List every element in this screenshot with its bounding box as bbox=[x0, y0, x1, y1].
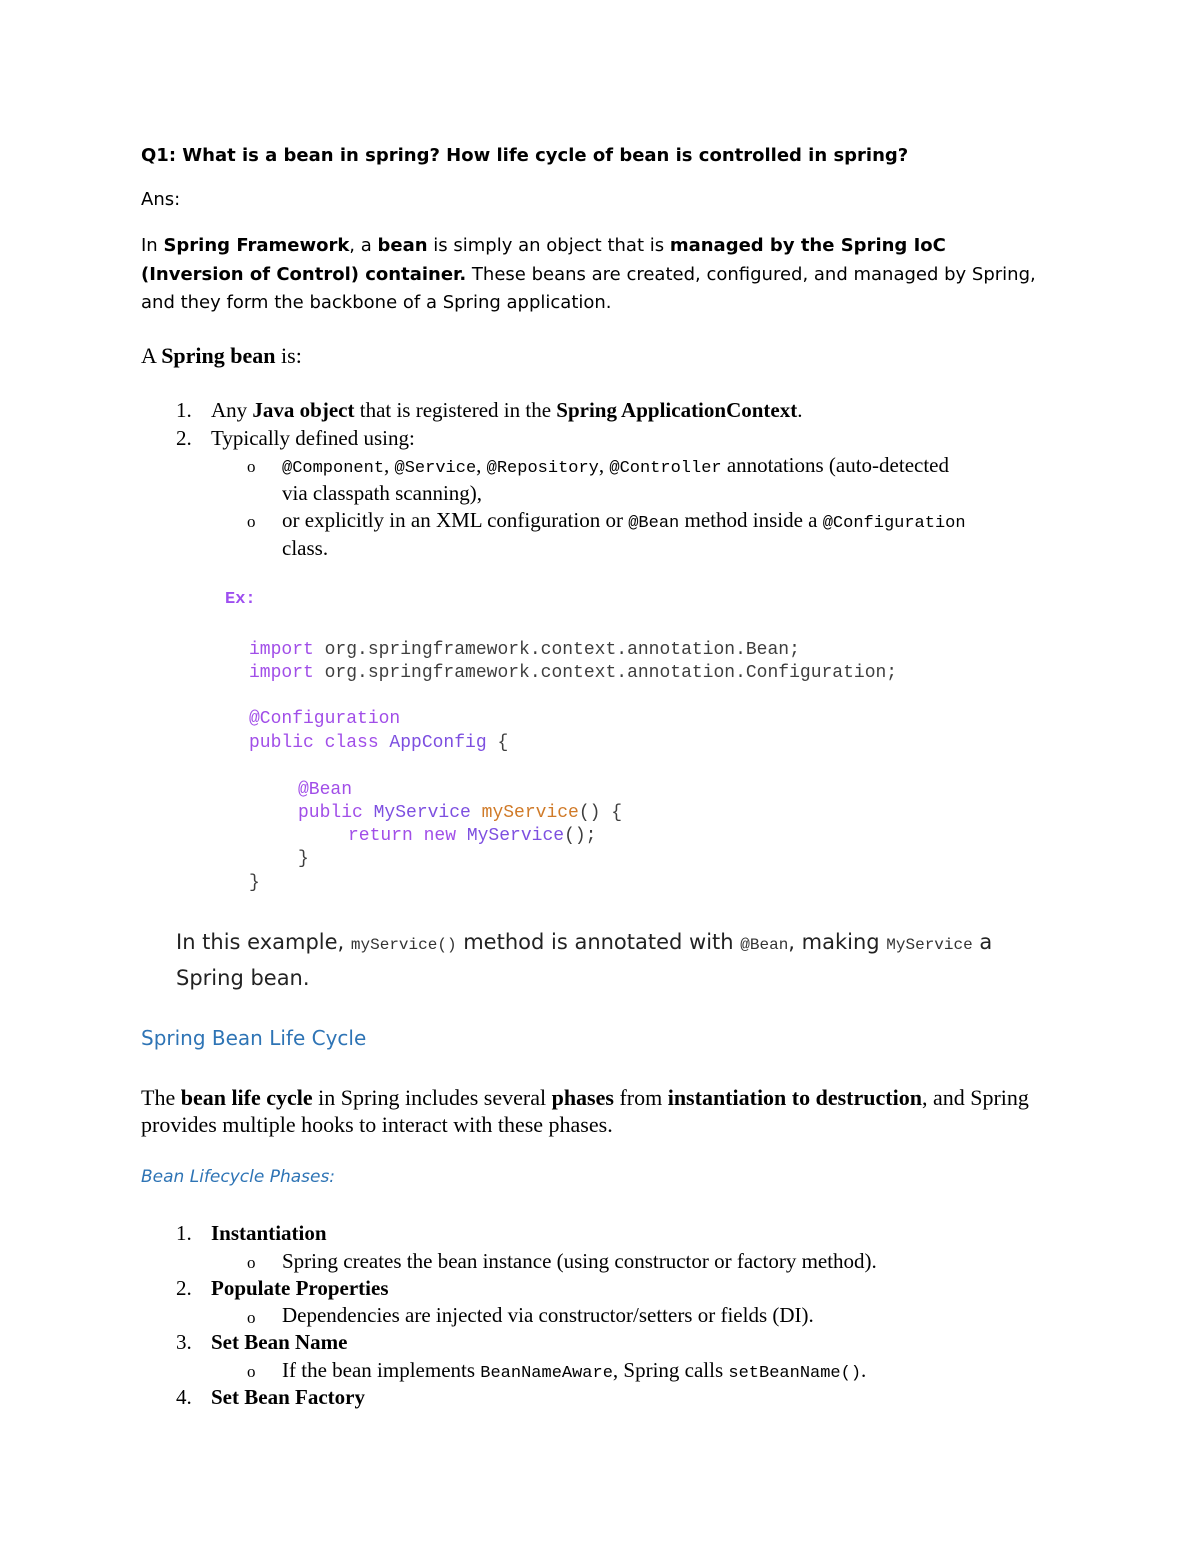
list-number: 4. bbox=[176, 1385, 192, 1409]
phase-title: Set Bean Factory bbox=[211, 1385, 365, 1409]
example-label: Ex: bbox=[225, 590, 256, 609]
list-item-continuation: via classpath scanning), bbox=[282, 481, 483, 505]
list-item-continuation: class. bbox=[282, 536, 329, 560]
phase-title: Instantiation bbox=[211, 1221, 327, 1245]
code-line: return new MyService(); bbox=[348, 826, 597, 846]
list-number: 1. bbox=[176, 1221, 192, 1245]
phase-description: If the bean implements BeanNameAware, Spring calls setBeanName(). bbox=[282, 1358, 867, 1383]
code-line: public MyService myService() { bbox=[298, 803, 623, 823]
section-heading-lifecycle: Spring Bean Life Cycle bbox=[141, 1026, 367, 1050]
bullet-marker: o bbox=[247, 457, 256, 476]
spring-bean-definition-heading: A Spring bean is: bbox=[141, 343, 302, 368]
list-item: Typically defined using: bbox=[211, 426, 415, 450]
code-line: import org.springframework.context.annotation.Bean; bbox=[249, 640, 800, 660]
list-item: or explicitly in an XML configuration or @Bean method inside a @Configuration bbox=[282, 508, 966, 533]
bullet-marker: o bbox=[247, 1308, 256, 1327]
intro-paragraph: In Spring Framework, a bean is simply an object that is managed by the Spring IoC (Inversion of Control) container. These beans are created, configured, and managed by Spring, and they form the backbone of a Spring application. bbox=[141, 235, 1036, 313]
phase-title: Populate Properties bbox=[211, 1276, 389, 1300]
code-line: @Bean bbox=[298, 780, 353, 800]
code-line: import org.springframework.context.annotation.Configuration; bbox=[249, 663, 898, 683]
code-line: @Configuration bbox=[249, 709, 401, 729]
section-heading-phases: Bean Lifecycle Phases: bbox=[141, 1167, 336, 1187]
example-explanation: In this example, myService() method is annotated with @Bean, making MyService a Spring bean. bbox=[176, 930, 993, 990]
answer-label: Ans: bbox=[141, 189, 181, 210]
list-item: @Component, @Service, @Repository, @Controller annotations (auto-detected bbox=[282, 453, 950, 478]
list-number: 2. bbox=[176, 426, 192, 450]
list-number: 2. bbox=[176, 1276, 192, 1300]
list-number: 1. bbox=[176, 398, 192, 422]
bullet-marker: o bbox=[247, 1253, 256, 1272]
lifecycle-intro: The bean life cycle in Spring includes several phases from instantiation to destruction, and Spring provides multiple hooks to interact with these phases. bbox=[141, 1085, 1029, 1137]
question-title: Q1: What is a bean in spring? How life cycle of bean is controlled in spring? bbox=[141, 145, 909, 166]
code-line: public class AppConfig { bbox=[249, 733, 509, 753]
phase-title: Set Bean Name bbox=[211, 1330, 348, 1354]
phase-description: Dependencies are injected via constructor/setters or fields (DI). bbox=[282, 1303, 814, 1327]
list-item: Any Java object that is registered in the Spring ApplicationContext. bbox=[211, 398, 803, 422]
bullet-marker: o bbox=[247, 1362, 256, 1381]
code-line: } bbox=[249, 873, 260, 893]
code-line: } bbox=[298, 849, 309, 869]
list-number: 3. bbox=[176, 1330, 192, 1354]
phase-description: Spring creates the bean instance (using constructor or factory method). bbox=[282, 1249, 877, 1273]
bullet-marker: o bbox=[247, 512, 256, 531]
